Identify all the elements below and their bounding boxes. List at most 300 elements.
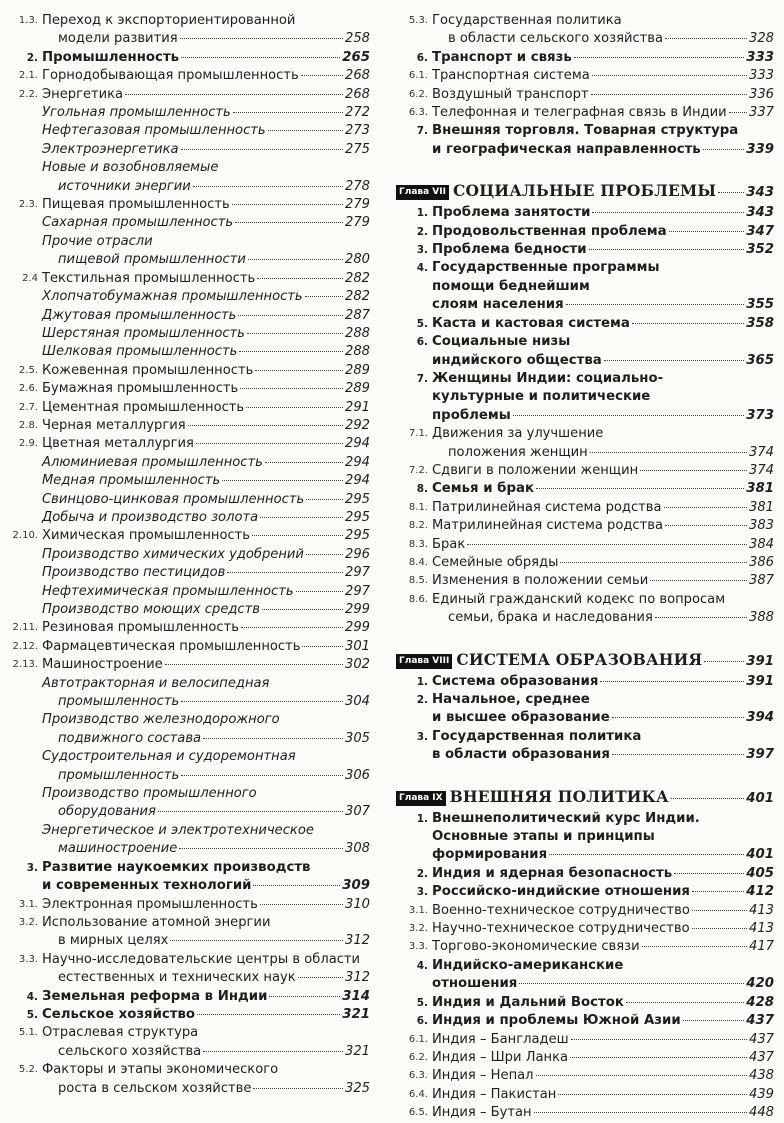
toc-entry-title: пищевой промышленности (58, 252, 246, 268)
toc-entry[interactable] (6, 362, 370, 380)
toc-page-number: 297 (345, 565, 370, 581)
toc-entry-title: Патрилинейная система родства (432, 499, 662, 515)
dot-leader (222, 480, 343, 481)
toc-page-number: 417 (749, 939, 774, 955)
toc-page-number: 391 (746, 653, 774, 669)
toc-entry[interactable] (396, 122, 774, 159)
toc-entry[interactable] (396, 1067, 774, 1085)
dot-leader (664, 507, 747, 508)
toc-entry-line (42, 362, 370, 380)
toc-entry[interactable] (42, 214, 370, 232)
toc-page-number: 302 (345, 657, 370, 673)
toc-page-number: 308 (345, 841, 370, 857)
toc-entry-title: Сахарная промышленность (42, 215, 234, 231)
toc-entry[interactable] (396, 86, 774, 104)
toc-entry[interactable] (396, 462, 774, 480)
toc-entry-line (432, 223, 774, 241)
toc-entry-title: Индия – Пакистан (432, 1086, 557, 1102)
toc-entry-line (42, 1043, 370, 1061)
toc-entry-number: 8.6. (408, 593, 428, 605)
toc-entry-line (432, 444, 774, 462)
toc-entry[interactable] (396, 241, 774, 259)
toc-entry-number: 8.5. (408, 575, 428, 587)
dot-leader (232, 204, 343, 205)
toc-entry-number: 5. (416, 996, 428, 1009)
toc-page-number: 412 (746, 884, 774, 900)
toc-entry-line (42, 122, 370, 140)
toc-entry-line (432, 425, 774, 443)
toc-entry-number: 4. (416, 262, 428, 275)
toc-entry-line (432, 1104, 774, 1122)
toc-entry-title: Производство моющих средств (42, 602, 260, 617)
toc-entry-title: Пищевая промышленность (42, 197, 230, 213)
toc-entry-title: Электронная промышленность (42, 896, 258, 912)
toc-entry-number: 6.2. (408, 1051, 428, 1063)
toc-entry[interactable] (6, 988, 370, 1006)
toc-entry-line (432, 673, 774, 691)
toc-entry-line (432, 259, 774, 277)
toc-entry[interactable] (42, 711, 370, 748)
toc-entry-title: Производство химических удобрений (42, 546, 304, 562)
toc-page-number: 291 (345, 399, 370, 415)
toc-entry[interactable] (42, 325, 370, 343)
toc-entry[interactable] (6, 417, 370, 435)
toc-entry[interactable] (396, 204, 774, 222)
toc-entry[interactable] (6, 1024, 370, 1061)
toc-entry-number: 2. (26, 51, 38, 64)
toc-entry[interactable] (6, 1061, 370, 1098)
toc-entry-line (42, 417, 370, 435)
toc-entry-title: Горнодобывающая промышленность (42, 68, 299, 84)
toc-entry[interactable] (396, 12, 774, 49)
toc-entry-title: Индия и Дальний Восток (432, 994, 624, 1010)
toc-entry[interactable] (42, 141, 370, 159)
toc-entry-line (42, 399, 370, 417)
toc-page-number: 297 (345, 583, 370, 599)
toc-entry-title: Индия и ядерная безопасность (432, 865, 673, 881)
toc-page-number: 391 (746, 673, 774, 689)
toc-entry-title: Свинцово-цинковая промышленность (42, 491, 305, 507)
toc-entry[interactable] (396, 938, 774, 956)
toc-entry-line (432, 572, 774, 590)
toc-entry[interactable] (396, 673, 774, 691)
toc-page-number: 287 (345, 307, 370, 323)
dot-leader (241, 627, 343, 628)
dot-leader (265, 462, 343, 463)
toc-entry-title: Женщины Индии: социально- (432, 370, 664, 386)
toc-entry-title: положения женщин (448, 444, 588, 460)
toc-page-number: 295 (345, 528, 370, 544)
toc-entry-title: сельского хозяйства (58, 1043, 202, 1059)
dot-leader (612, 754, 744, 755)
toc-entry[interactable] (396, 554, 774, 572)
toc-entry-line (432, 994, 774, 1012)
toc-entry-title: Медная промышленность (42, 473, 221, 489)
toc-entry[interactable] (6, 380, 370, 398)
toc-entry-number: 3. (416, 730, 428, 743)
toc-entry[interactable] (42, 564, 370, 582)
toc-entry-number: 2.7. (18, 401, 38, 413)
toc-entry[interactable] (396, 902, 774, 920)
toc-entry-number: 6.2. (408, 88, 428, 100)
dot-leader (632, 323, 744, 324)
toc-entry-number: 2.2. (18, 88, 38, 100)
toc-entry[interactable] (6, 12, 370, 49)
dot-leader (655, 617, 747, 618)
toc-entry-line (432, 554, 774, 572)
toc-entry-title: Земельная реформа в Индии (42, 988, 268, 1004)
toc-entry-number: 6.1. (408, 1033, 428, 1045)
toc-entry[interactable] (396, 591, 774, 628)
toc-entry-title: Джутовая промышленность (42, 307, 237, 323)
toc-entry-line (42, 307, 370, 325)
dot-leader (560, 562, 747, 563)
toc-entry-number: 2.12. (12, 640, 38, 652)
toc-entry[interactable] (396, 1031, 774, 1049)
toc-entry-title: и географическая направленность (432, 141, 701, 157)
toc-page-number: 343 (746, 205, 774, 221)
toc-entry[interactable] (42, 343, 370, 361)
toc-entry[interactable] (42, 104, 370, 122)
toc-entry-line (432, 352, 774, 370)
toc-entry-line (42, 1006, 370, 1024)
toc-entry-title: Семья и брак (432, 481, 534, 497)
toc-page-number: 381 (746, 481, 774, 497)
toc-entry-line (42, 785, 370, 803)
toc-page-number: 275 (345, 141, 370, 157)
toc-entry-title: проблемы (432, 407, 511, 423)
toc-entry-number: 5. (416, 317, 428, 330)
toc-entry[interactable] (396, 536, 774, 554)
toc-entry-title: семьи, брака и наследования (448, 610, 653, 626)
toc-entry[interactable] (396, 1049, 774, 1067)
toc-page-number: 312 (345, 933, 370, 949)
toc-entry-line (42, 435, 370, 453)
dot-leader (692, 928, 747, 929)
toc-entry-title: Шелковая промышленность (42, 344, 238, 360)
toc-page-number: 268 (345, 68, 370, 84)
toc-entry[interactable] (42, 583, 370, 601)
toc-entry-line (432, 480, 774, 498)
toc-entry-title: Индия и проблемы Южной Азии (432, 1013, 681, 1029)
toc-entry-title: в мирных целях (58, 933, 169, 949)
toc-entry-line (42, 288, 370, 306)
toc-entry[interactable] (42, 159, 370, 196)
toc-entry-number: 3.2. (18, 916, 38, 928)
toc-entry-title: в области образования (432, 747, 610, 763)
toc-entry-line (432, 12, 774, 30)
chapter-title: СИСТЕМА ОБРАЗОВАНИЯ (456, 649, 703, 669)
toc-entry[interactable] (396, 370, 774, 425)
toc-page-number: 321 (342, 1006, 370, 1022)
toc-entry[interactable] (6, 435, 370, 453)
toc-entry[interactable] (6, 896, 370, 914)
dot-leader (305, 296, 343, 297)
dot-leader (513, 415, 744, 416)
toc-entry-title: Энергетика (42, 86, 124, 102)
toc-entry[interactable] (6, 527, 370, 545)
toc-entry-line (432, 810, 774, 828)
toc-entry-line (42, 988, 370, 1006)
toc-entry[interactable] (6, 49, 370, 67)
dot-leader (253, 1088, 343, 1089)
toc-entry[interactable] (396, 883, 774, 901)
toc-entry-line (432, 333, 774, 351)
toc-entry-number: 6.5. (408, 1107, 428, 1119)
toc-page-number: 278 (345, 178, 370, 194)
toc-entry-number: 6. (416, 336, 428, 349)
toc-entry-title: Внешняя торговля. Товарная структура (432, 123, 739, 139)
toc-entry-line (432, 609, 774, 627)
toc-entry-line (432, 296, 774, 314)
toc-entry[interactable] (6, 859, 370, 896)
toc-entry-line (42, 1080, 370, 1098)
toc-page-number: 279 (345, 215, 370, 231)
toc-entry-line (42, 583, 370, 601)
toc-page-number: 299 (345, 602, 370, 617)
toc-entry-line (432, 938, 774, 956)
toc-page-number: 294 (345, 473, 370, 489)
toc-entry[interactable] (396, 691, 774, 728)
toc-entry[interactable] (396, 480, 774, 498)
toc-entry-number: 2.13. (12, 659, 38, 671)
toc-entry-title: Использование атомной энергии (42, 914, 271, 930)
toc-entry-line (42, 49, 370, 67)
toc-entry-title: Единый гражданский кодекс по вопросам (432, 591, 726, 607)
toc-entry-line (42, 896, 370, 914)
toc-entry-line (432, 746, 774, 764)
toc-entry[interactable] (42, 122, 370, 140)
dot-leader (239, 351, 343, 352)
toc-entry[interactable] (396, 1012, 774, 1030)
dot-leader (671, 798, 744, 799)
toc-entry-line (432, 517, 774, 535)
toc-entry-number: 7. (416, 372, 428, 385)
toc-entry[interactable] (396, 315, 774, 333)
toc-entry[interactable] (396, 223, 774, 241)
toc-entry-line (42, 178, 370, 196)
toc-entry-title: Промышленность (42, 49, 180, 65)
dot-leader (296, 591, 343, 592)
chapter-title: ВНЕШНЯЯ ПОЛИТИКА (449, 786, 669, 806)
toc-page-number: 358 (746, 315, 774, 331)
toc-entry[interactable] (42, 307, 370, 325)
toc-entry[interactable] (6, 914, 370, 951)
toc-entry[interactable] (396, 517, 774, 535)
toc-entry-line (432, 828, 774, 846)
toc-entry[interactable] (396, 728, 774, 765)
toc-entry-line (42, 472, 370, 490)
toc-entry[interactable] (6, 399, 370, 417)
toc-entry[interactable] (396, 920, 774, 938)
chapter-heading[interactable] (396, 650, 774, 671)
chapter-badge: Глава IX (396, 791, 446, 806)
toc-page-number: 437 (749, 1049, 774, 1065)
toc-page-number: 397 (746, 747, 774, 763)
toc-entry-title: в области сельского хозяйства (448, 31, 664, 47)
toc-entry-title: Черная металлургия (42, 417, 186, 433)
toc-entry[interactable] (396, 865, 774, 883)
dot-leader (240, 388, 343, 389)
dot-leader (592, 75, 747, 76)
toc-page-number: 333 (746, 49, 774, 65)
toc-page-number: 388 (749, 610, 774, 626)
toc-entry[interactable] (396, 572, 774, 590)
dot-leader (683, 1020, 745, 1021)
toc-entry-line (432, 1086, 774, 1104)
toc-page-number: 437 (749, 1031, 774, 1047)
toc-entry[interactable] (42, 675, 370, 712)
toc-page-number: 413 (749, 902, 774, 918)
toc-entry[interactable] (42, 546, 370, 564)
dot-leader (301, 75, 343, 76)
toc-entry[interactable] (396, 994, 774, 1012)
dot-leader (246, 407, 343, 408)
toc-entry-title: Индийско-американские (432, 957, 624, 973)
toc-page-number: 310 (345, 896, 370, 912)
toc-entry-title: индийского общества (432, 352, 602, 368)
toc-entry-title: и современных технологий (42, 878, 252, 894)
toc-entry[interactable] (42, 785, 370, 822)
dot-leader (179, 848, 343, 849)
toc-entry[interactable] (6, 270, 370, 288)
toc-entry[interactable] (396, 957, 774, 994)
toc-page-number: 305 (345, 730, 370, 746)
toc-entry-line (432, 122, 774, 140)
toc-entry[interactable] (396, 67, 774, 85)
toc-entry[interactable] (6, 656, 370, 674)
toc-entry[interactable] (42, 454, 370, 472)
chapter-heading[interactable] (396, 181, 774, 202)
dot-leader (238, 315, 343, 316)
toc-entry[interactable] (396, 333, 774, 370)
toc-entry-line (432, 975, 774, 993)
toc-page-number: 282 (345, 270, 370, 286)
dot-leader (181, 57, 340, 58)
toc-entry-line (42, 67, 370, 85)
toc-entry[interactable] (396, 810, 774, 865)
toc-entry-number: 6. (416, 51, 428, 64)
toc-entry-line (432, 691, 774, 709)
toc-entry[interactable] (6, 1006, 370, 1024)
toc-page-number: 289 (345, 362, 370, 378)
toc-entry-number: 1. (416, 812, 428, 825)
dot-leader (650, 580, 747, 581)
toc-entry-title: Индия – Шри Ланка (432, 1049, 569, 1065)
toc-entry[interactable] (396, 499, 774, 517)
toc-entry-number: 2.1. (18, 70, 38, 82)
toc-entry[interactable] (42, 601, 370, 619)
toc-entry[interactable] (42, 472, 370, 490)
toc-entry-title: Индия – Бангладеш (432, 1031, 569, 1047)
toc-entry-title: Шерстяная промышленность (42, 325, 245, 341)
toc-entry-number: 6. (416, 1015, 428, 1028)
toc-entry[interactable] (396, 104, 774, 122)
toc-entry-title: Внешнеполитический курс Индии. (432, 810, 700, 826)
toc-page-number: 272 (345, 105, 370, 121)
toc-entry-number: 3.3. (408, 941, 428, 953)
toc-entry-line (432, 1049, 774, 1067)
toc-entry-title: модели развития (58, 31, 178, 47)
toc-entry[interactable] (396, 425, 774, 462)
toc-entry-line (42, 914, 370, 932)
toc-entry[interactable] (42, 748, 370, 785)
dot-leader (227, 572, 343, 573)
chapter-heading[interactable] (396, 787, 774, 808)
dot-leader (193, 186, 343, 187)
toc-entry-line (42, 491, 370, 509)
toc-entry-number: 8. (416, 483, 428, 496)
dot-leader (197, 1014, 340, 1015)
toc-entry-title: Брак (432, 536, 466, 552)
dot-leader (181, 149, 343, 150)
toc-entry-title: Транспортная система (432, 68, 590, 84)
toc-entry[interactable] (396, 1104, 774, 1122)
dot-leader (306, 499, 343, 500)
toc-entry-line (42, 30, 370, 48)
toc-entry-number: 3.3. (18, 953, 38, 965)
toc-page-number: 282 (345, 289, 370, 305)
dot-leader (158, 811, 343, 812)
toc-page-number: 314 (342, 988, 370, 1004)
toc-entry[interactable] (6, 638, 370, 656)
toc-entry-line (432, 370, 774, 388)
toc-entry[interactable] (6, 951, 370, 988)
toc-entry-number: 5.3. (408, 15, 428, 26)
toc-entry-line (432, 1031, 774, 1049)
toc-entry-line (42, 822, 370, 840)
toc-entry-title: машиностроение (58, 841, 178, 857)
toc-entry[interactable] (42, 233, 370, 270)
toc-entry-title: Телефонная и телеграфная связь в Индии (432, 105, 727, 121)
toc-entry-line (432, 104, 774, 122)
toc-entry-title: Транспорт и связь (432, 49, 572, 65)
toc-entry[interactable] (396, 1086, 774, 1104)
dot-leader (612, 717, 744, 718)
toc-entry-line (42, 159, 370, 177)
toc-page-number: 294 (345, 436, 370, 452)
toc-entry-title: Добыча и производство золота (42, 509, 259, 525)
toc-entry-line (432, 462, 774, 480)
toc-entry-title: Нефтехимическая промышленность (42, 583, 294, 599)
toc-entry[interactable] (6, 196, 370, 214)
toc-entry[interactable] (6, 67, 370, 85)
toc-entry[interactable] (42, 491, 370, 509)
toc-entry[interactable] (6, 619, 370, 637)
dot-leader (235, 222, 343, 223)
toc-entry[interactable] (42, 822, 370, 859)
toc-entry[interactable] (396, 49, 774, 67)
toc-entry-title: помощи беднейшим (432, 278, 590, 294)
toc-page-number: 295 (345, 509, 370, 525)
toc-entry-title: Переход к экспорториентированной (42, 13, 296, 28)
toc-entry-line (432, 67, 774, 85)
toc-entry[interactable] (42, 509, 370, 527)
toc-entry-title: Развитие наукоемких производств (42, 859, 311, 875)
dot-leader (188, 425, 343, 426)
toc-entry-line (42, 527, 370, 545)
dot-leader (268, 130, 343, 131)
toc-page-number: 347 (746, 223, 774, 239)
dot-leader (298, 977, 343, 978)
toc-entry[interactable] (6, 86, 370, 104)
toc-entry-line (432, 315, 774, 333)
toc-entry[interactable] (42, 288, 370, 306)
toc-page-number: 265 (342, 49, 370, 65)
toc-entry-number: 2. (416, 225, 428, 238)
toc-entry-title: Продовольственная проблема (432, 223, 667, 239)
toc-entry[interactable] (396, 259, 774, 314)
